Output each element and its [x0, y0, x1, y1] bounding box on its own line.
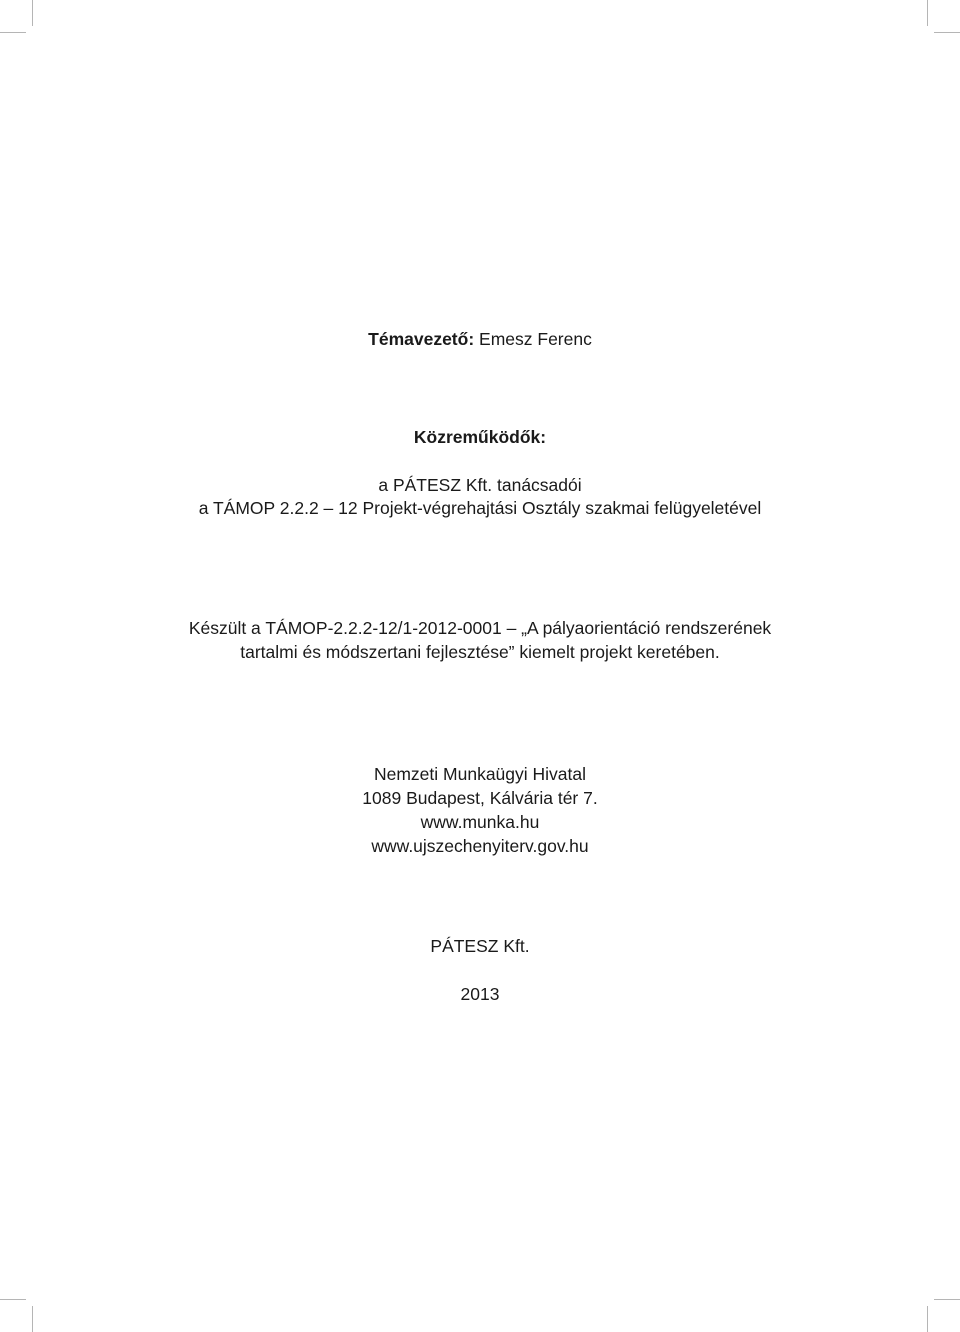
crop-mark-top-right-vertical: [927, 0, 928, 26]
crop-mark-bottom-right-horizontal: [934, 1299, 960, 1300]
crop-mark-top-right-horizontal: [934, 32, 960, 33]
crop-mark-top-left-vertical: [32, 0, 33, 26]
topic-leader-name: Emesz Ferenc: [479, 329, 592, 349]
publisher-website-1: www.munka.hu: [420, 812, 540, 832]
imprint-publisher: PÁTESZ Kft.: [430, 936, 530, 956]
imprint-year: 2013: [460, 984, 500, 1004]
topic-leader-label: Témavezető:: [368, 329, 475, 349]
contributors-line-2: a TÁMOP 2.2.2 – 12 Projekt-végrehajtási Osztály szakmai felügyeletével: [198, 498, 762, 518]
project-note-line-2: tartalmi és módszertani fejlesztése” kiemelt projekt keretében.: [240, 642, 720, 662]
topic-leader-line: [0, 328, 960, 350]
publisher-address: 1089 Budapest, Kálvária tér 7.: [362, 788, 598, 808]
crop-mark-bottom-left-vertical: [32, 1306, 33, 1332]
crop-mark-bottom-left-horizontal: [0, 1299, 26, 1300]
crop-mark-top-left-horizontal: [0, 32, 26, 33]
contributors-line-1: a PÁTESZ Kft. tanácsadói: [378, 475, 582, 495]
contributors-label: Közreműködők:: [413, 427, 547, 447]
crop-mark-bottom-right-vertical: [927, 1306, 928, 1332]
publisher-website-2: www.ujszechenyiterv.gov.hu: [371, 836, 589, 856]
publisher-name: Nemzeti Munkaügyi Hivatal: [373, 764, 587, 784]
project-note-line-1: Készült a TÁMOP-2.2.2-12/1-2012-0001 – „A pályaorientáció rendszerének: [188, 618, 772, 638]
